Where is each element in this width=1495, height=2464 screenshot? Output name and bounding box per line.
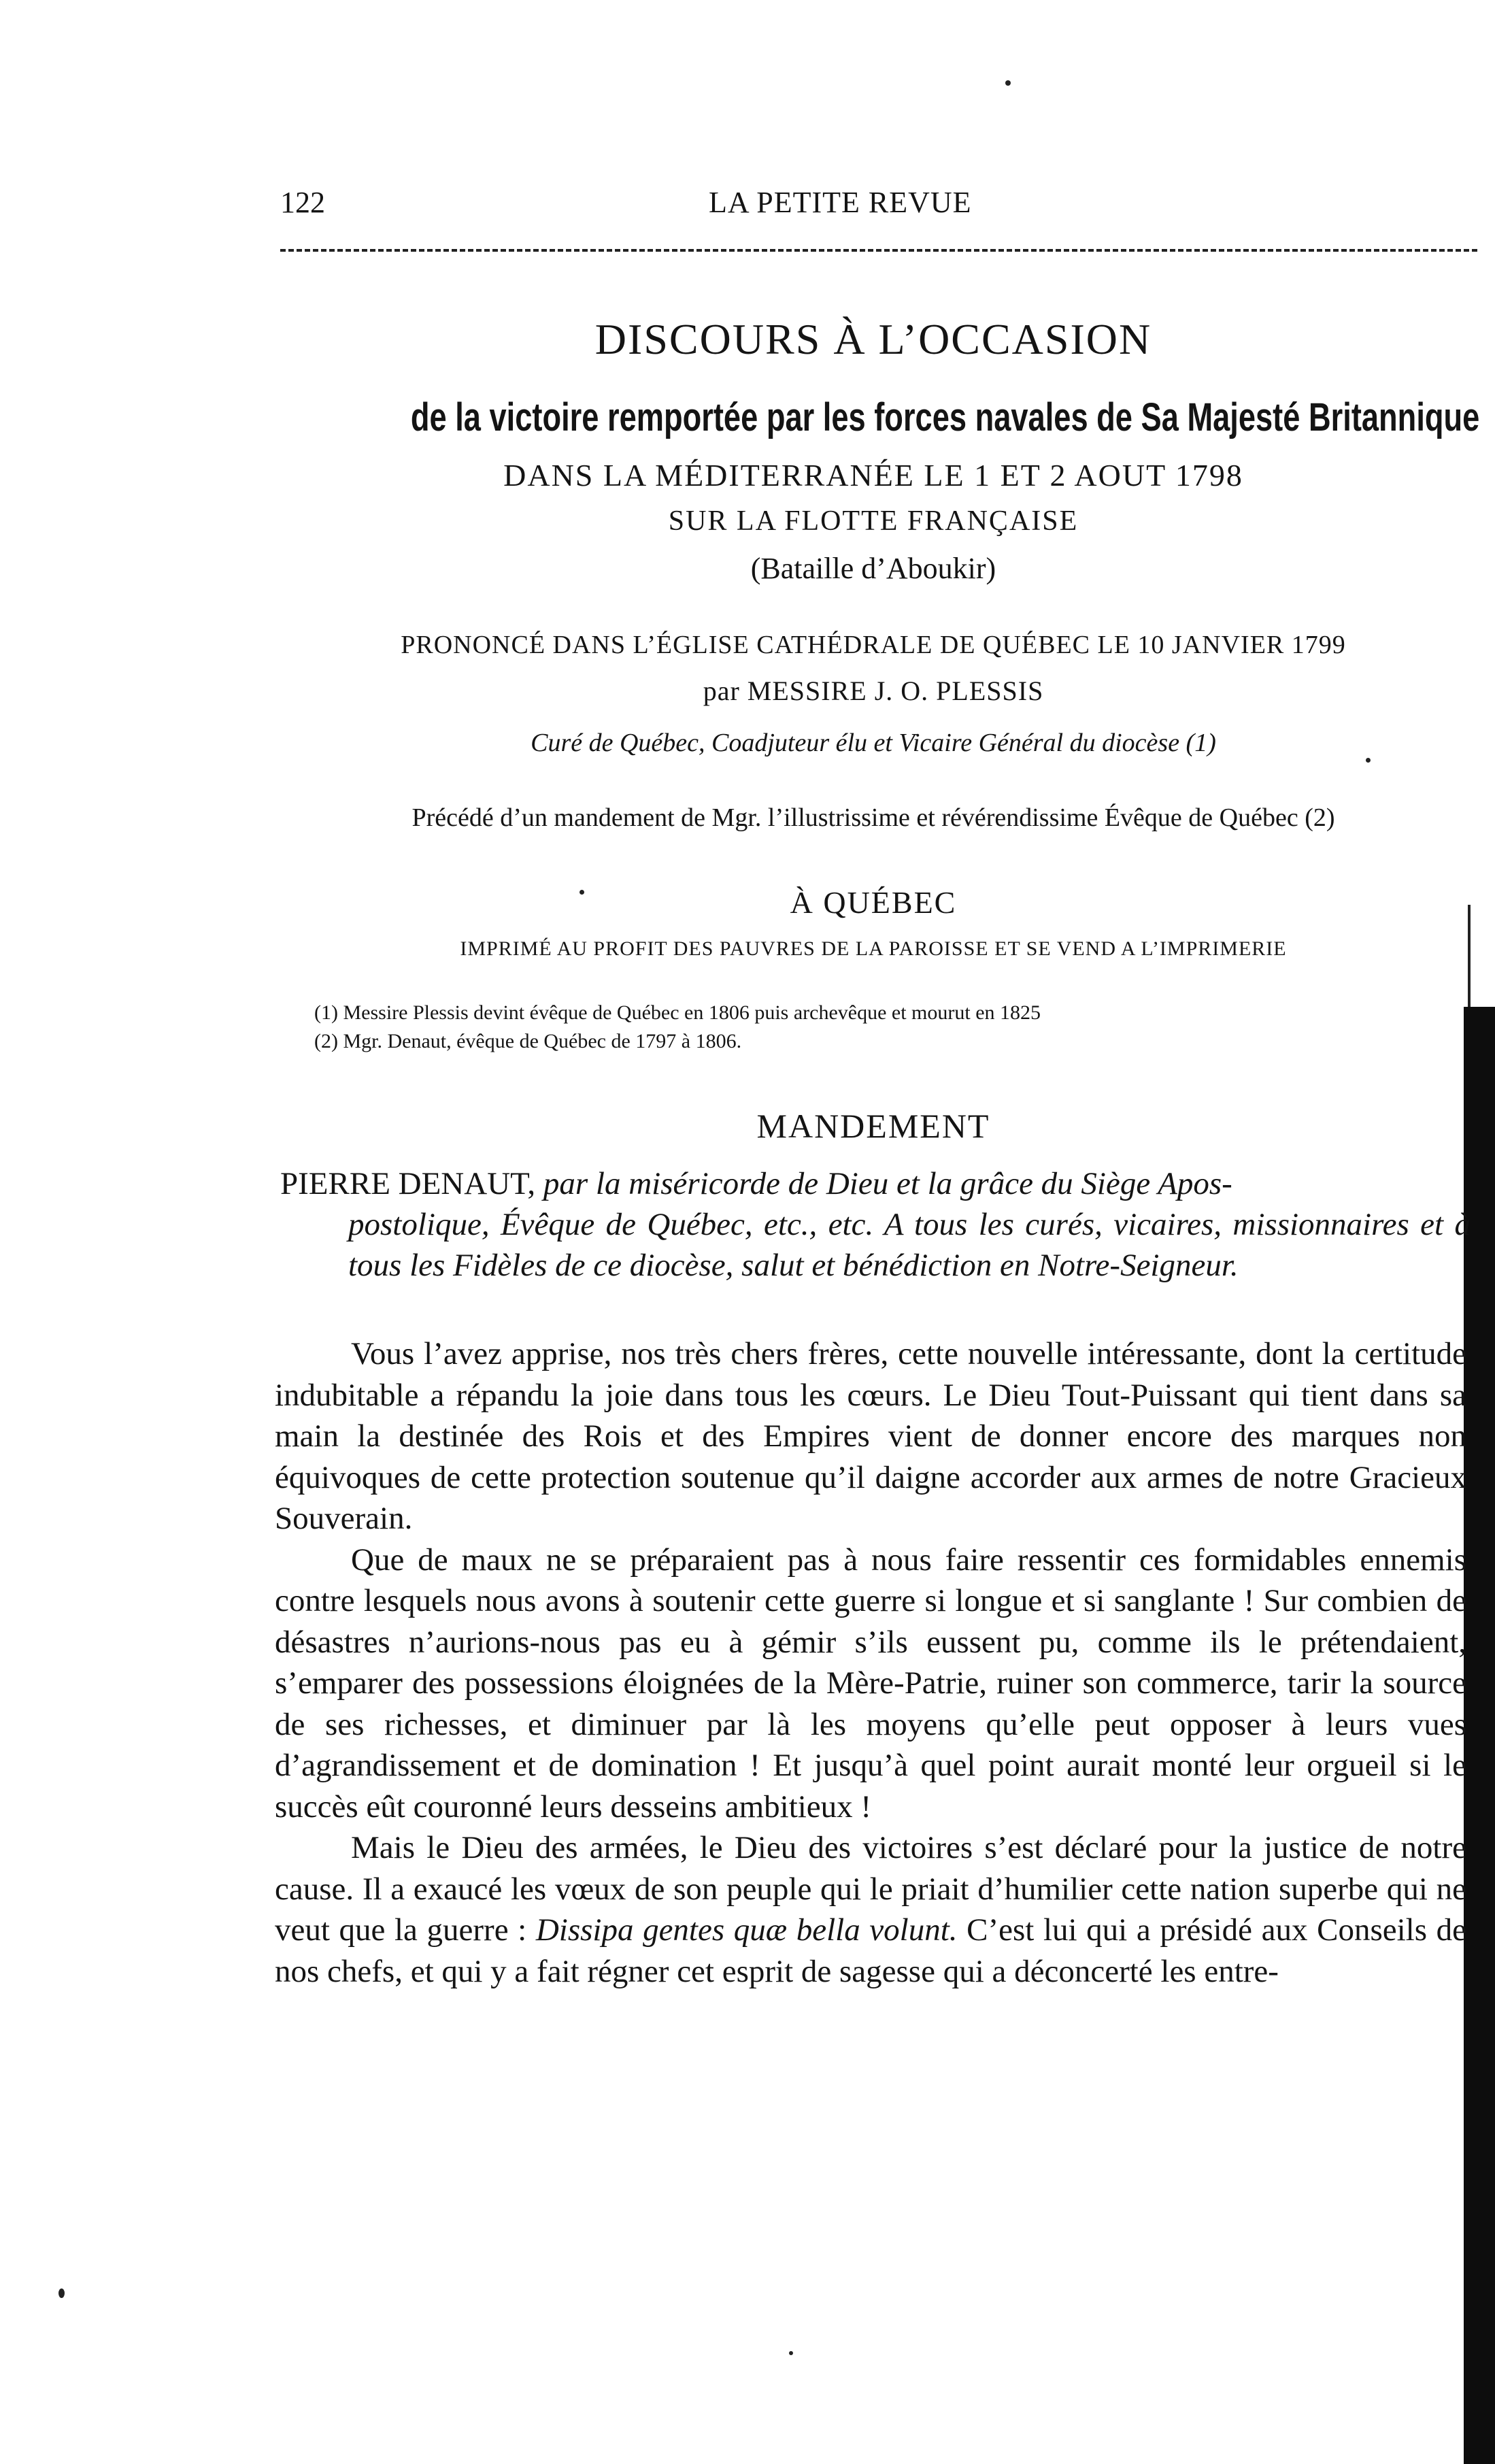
scan-speck xyxy=(58,2288,65,2298)
footnote-1: (1) Messire Plessis devint évêque de Québec en 1806 puis archevêque et mourut en 1825 xyxy=(314,1001,1041,1024)
preceded-line: Précédé d’un mandement de Mgr. l’illustrissime et révérendissime Évêque de Québec (2) xyxy=(411,803,1335,832)
place-of-printing: À QUÉBEC xyxy=(790,885,957,920)
running-title: LA PETITE REVUE xyxy=(709,186,972,219)
author-titles: Curé de Québec, Coadjuteur élu et Vicaire Général du diocèse (1) xyxy=(531,729,1216,757)
scan-speck xyxy=(1366,758,1371,763)
paragraph-2: Que de maux ne se préparaient pas à nous faire ressentir ces formidables ennemis contre lesquels nous avons à soutenir cette guerre si longue et si sanglante ! Sur combien de désastres n’aurions-nous pas eu à gémir s’ils eussent pu, comme ils le prétendaient, s’emparer des possessions éloignées de la Mère-Patrie, ruiner son commerce, tarir la source de ses richesses, et diminuer par là les moyens qu’elle peut opposer à leurs vues d’agrandissement et de domination ! Et jusqu’à quel point aurait monté leur orgueil si le succès eût couronné leurs desseins ambitieux ! xyxy=(275,1542,1466,1825)
page-edge-shadow xyxy=(1468,905,1471,1007)
paragraph-1: Vous l’avez apprise, nos très chers frères, cette nouvelle intéressante, dont la certitude indubitable a répandu la joie dans tous les cœurs. Le Dieu Tout-Puissant qui tient dans sa main la destinée des Rois et des Empires vient de donner encore des marques non équivoques de cette protection soutenue qu’il daigne accorder aux armes de notre Gracieux Souverain. xyxy=(275,1336,1466,1536)
mandement-heading: MANDEMENT xyxy=(756,1107,990,1145)
discourse-subtitle: de la victoire remportée par les forces navales de Sa Majesté Britannique xyxy=(410,395,1480,439)
latin-quote: Dissipa gentes quæ bella volunt. xyxy=(535,1912,958,1948)
discourse-title: DISCOURS À L’OCCASION xyxy=(594,315,1152,363)
bishop-name: PIERRE DENAUT, xyxy=(280,1166,536,1201)
address-first-line xyxy=(280,1163,1471,1204)
paragraph-3-start: Mais le Dieu des armées, le Dieu des victoires s’est déclaré pour la justice de notre cause. Il a exaucé les vœux de son peuple qui le priait d’humilier cette nation superbe qui ne veut que la guerre : xyxy=(275,1830,1466,1948)
running-head xyxy=(280,185,1491,223)
pronounced-line: PRONONCÉ DANS L’ÉGLISE CATHÉDRALE DE QUÉBEC LE 10 JANVIER 1799 xyxy=(401,631,1346,659)
scan-speck xyxy=(789,2351,793,2355)
paragraph-3 xyxy=(275,1827,1466,1992)
header-rule xyxy=(280,249,1477,252)
scan-speck xyxy=(1005,80,1011,86)
battle-name: (Bataille d’Aboukir) xyxy=(750,552,996,585)
mandement-address xyxy=(280,1163,1471,1286)
subtitle-location-line: DANS LA MÉDITERRANÉE LE 1 ET 2 AOUT 1798 xyxy=(503,458,1243,493)
subtitle-fleet-line: SUR LA FLOTTE FRANÇAISE xyxy=(668,505,1079,537)
address-continuation: postolique, Évêque de Québec, etc., etc. A tous les curés, vicaires, missionnaires et à tous les Fidèles de ce diocèse, salut et bénédiction en Notre-Seigneur. xyxy=(348,1207,1471,1283)
imprint-line: IMPRIMÉ AU PROFIT DES PAUVRES DE LA PAROISSE ET SE VEND A L’IMPRIMERIE xyxy=(460,937,1287,960)
author-line: par MESSIRE J. O. PLESSIS xyxy=(703,676,1044,706)
footnotes xyxy=(314,999,1457,1056)
paragraph-3-end: C’est lui qui a présidé aux Conseils de nos chefs, et qui y a fait régner cet esprit de sagesse qui a déconcerté les entre- xyxy=(275,1912,1466,1989)
address-opening: par la miséricorde de Dieu et la grâce du Siège Apos- xyxy=(543,1166,1232,1201)
page-number: 122 xyxy=(280,186,325,219)
body-text xyxy=(275,1333,1466,1992)
footnote-2: (2) Mgr. Denaut, évêque de Québec de 1797 à 1806. xyxy=(314,1030,742,1052)
